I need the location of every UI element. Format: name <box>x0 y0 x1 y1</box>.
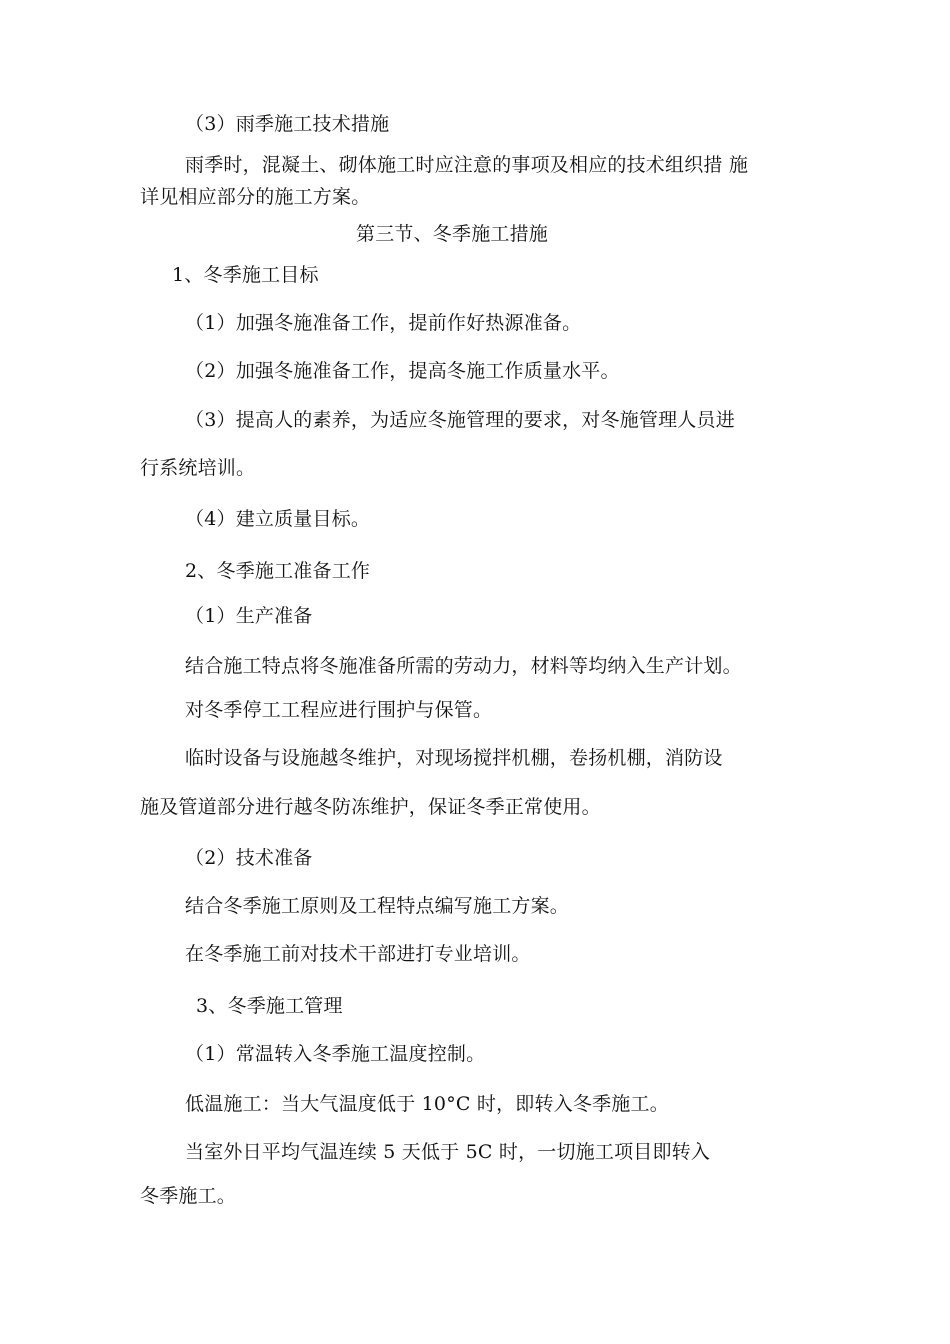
paragraph-line: 在冬季施工前对技术干部进打专业培训。 <box>185 943 531 965</box>
heading-winter-goals: 1、冬季施工目标 <box>172 264 319 286</box>
subheading-temperature-control: （1）常温转入冬季施工温度控制。 <box>185 1043 486 1065</box>
paragraph-line: 结合冬季施工原则及工程特点编写施工方案。 <box>185 895 570 917</box>
subheading-technical-prep: （2）技术准备 <box>185 847 313 869</box>
paragraph-line: 施及管道部分进行越冬防冻维护，保证冬季正常使用。 <box>140 796 601 818</box>
paragraph-line: 详见相应部分的施工方案。 <box>140 186 371 208</box>
paragraph-line: 结合施工特点将冬施准备所需的劳动力，材料等均纳入生产计划。 <box>185 655 742 677</box>
section-title: 第三节、冬季施工措施 <box>356 223 549 245</box>
paragraph-line: 对冬季停工工程应进行围护与保管。 <box>185 699 493 721</box>
list-item: （4）建立质量目标。 <box>185 508 371 530</box>
paragraph-line: 当室外日平均气温连续 5 天低于 5C 时，一切施工项目即转入 <box>185 1141 711 1163</box>
list-item: （2）加强冬施准备工作，提高冬施工作质量水平。 <box>185 360 620 382</box>
subheading-rain-measures: （3）雨季施工技术措施 <box>185 113 390 135</box>
paragraph-line: 临时设备与设施越冬维护，对现场搅拌机棚，卷扬机棚，消防设 <box>185 747 723 769</box>
paragraph-line: 低温施工：当大气温度低于 10°C 时，即转入冬季施工。 <box>185 1093 669 1115</box>
list-item-continuation: 行系统培训。 <box>140 457 256 479</box>
heading-winter-preparation: 2、冬季施工准备工作 <box>185 560 371 582</box>
subheading-production-prep: （1）生产准备 <box>185 605 313 627</box>
paragraph-line: 雨季时，混凝土、砌体施工时应注意的事项及相应的技术组织措 施 <box>185 154 749 176</box>
paragraph-line: 冬季施工。 <box>140 1185 237 1207</box>
heading-winter-management: 3、冬季施工管理 <box>196 995 343 1017</box>
list-item: （3）提高人的素养，为适应冬施管理的要求，对冬施管理人员进 <box>185 409 735 431</box>
list-item: （1）加强冬施准备工作，提前作好热源准备。 <box>185 312 582 334</box>
